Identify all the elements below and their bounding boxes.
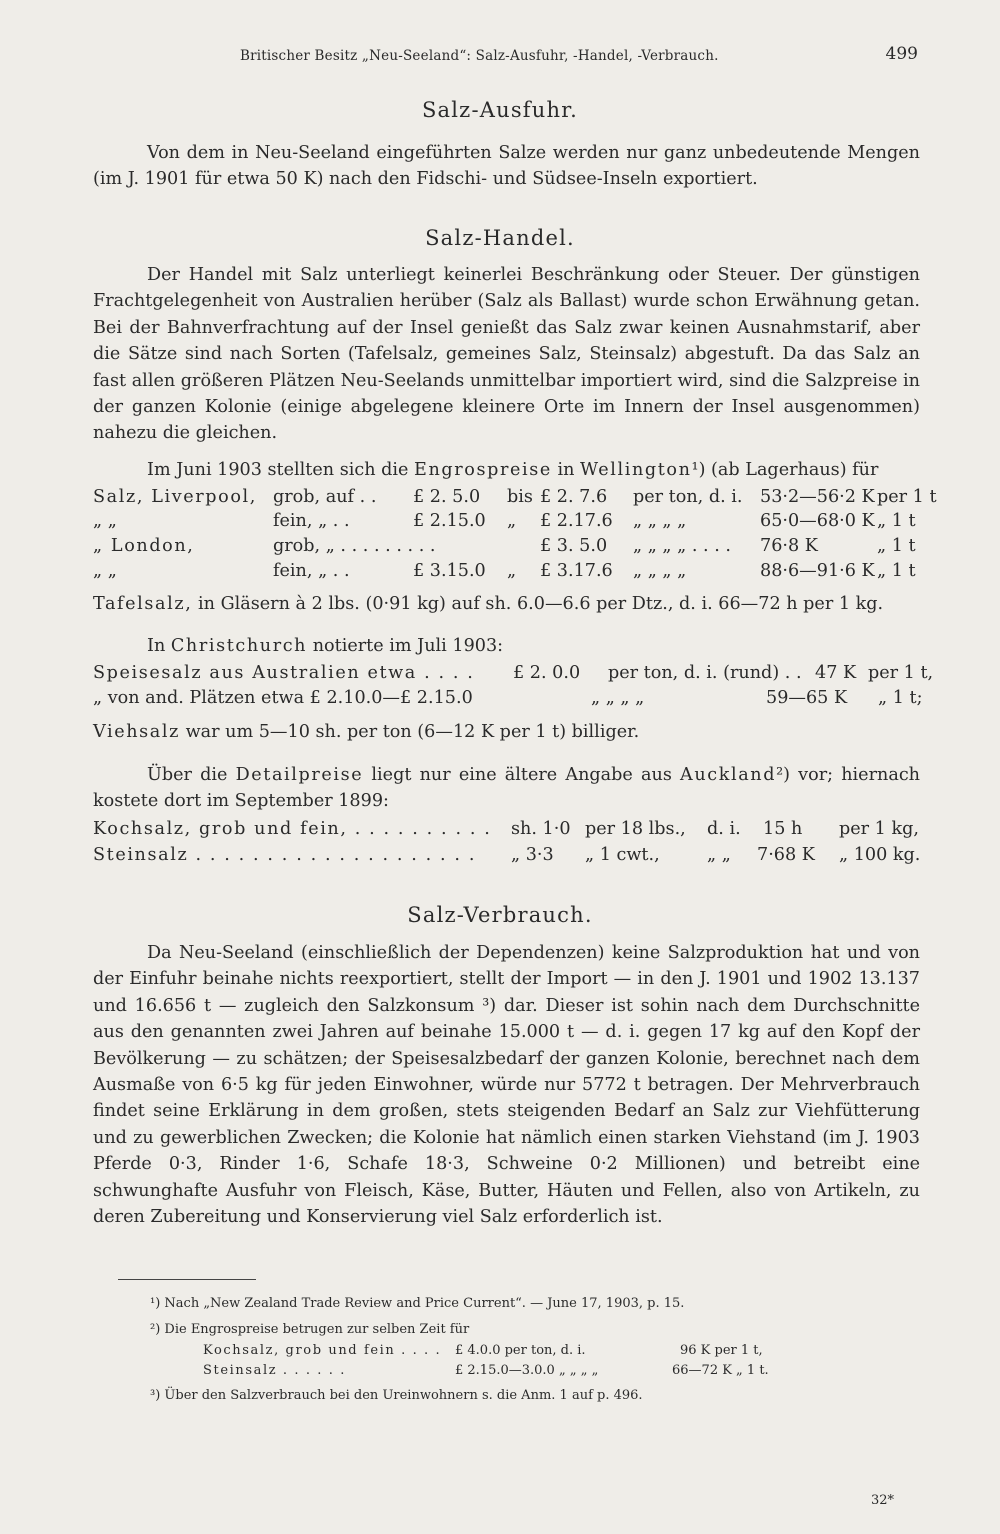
signature-mark: 32*	[870, 1493, 894, 1508]
price-row-liverpool-fein: „ „ fein, „ . . £ 2.15.0 „ £ 2.17.6 „ „ „ „ 65·0—68·0 K „ 1 t	[93, 511, 916, 531]
footnote-2-kochsalz-k: 96 K per 1 t,	[680, 1343, 763, 1358]
christchurch-row-andere: „ von and. Plätzen etwa £ 2.10.0—£ 2.15.0 „ „ „ „ 59—65 K „ 1 t;	[93, 688, 923, 708]
detail-row-steinsalz: Steinsalz . . . . . . . . . . . . . . . . . . . . „ 3·3 „ 1 cwt., „ „ 7·68 K „ 100 kg.	[93, 845, 921, 865]
footnote-2-kochsalz-label: Kochsalz, grob und fein . . . .	[203, 1343, 442, 1358]
christchurch-row-australien: Speisesalz aus Australien etwa . . . . £ 2. 0.0 per ton, d. i. (rund) . . 47 K per 1 t,	[93, 663, 934, 683]
footnote-3: ³) Über den Salzverbrauch bei den Ureinwohnern s. die Anm. 1 auf p. 496.	[150, 1388, 643, 1403]
running-header: Britischer Besitz „Neu-Seeland“: Salz-Ausfuhr, -Handel, -Verbrauch.	[240, 48, 719, 64]
engros-intro: Im Juni 1903 stellten sich die Engrospreise in Wellington¹) (ab Lagerhaus) für	[147, 460, 879, 480]
paragraph-handel: Der Handel mit Salz unterliegt keinerlei Beschränkung oder Steuer. Der günstigen Frachtgelegenheit von Australien herüber (Salz als Ballast) wurde schon Erwähnung getan. Bei der Bahnverfrachtung auf der Insel genießt das Salz zwar keinen Ausnahmstarif, aber die Sätze sind nach Sorten (Tafelsalz, gemeines Salz, Steinsalz) abgestuft. Da das Salz an fast allen größeren Plätzen Neu-Seelands unmittelbar importiert wird, sind die Salzpreise in der ganzen Kolonie (einige abgelegene kleinere Orte im Innern der Insel ausgenommen) nahezu die gleichen.	[93, 265, 920, 444]
price-row-london-grob: „ London, grob, „ . . . . . . . . . £ 3. 5.0 „ „ „ „ . . . . 76·8 K „ 1 t	[93, 536, 916, 556]
heading-salz-handel: Salz-Handel.	[425, 226, 575, 250]
footnote-2-steinsalz-k: 66—72 K „ 1 t.	[672, 1363, 769, 1378]
viehsalz-line: Viehsalz war um 5—10 sh. per ton (6—12 K per 1 t) billiger.	[93, 722, 640, 742]
christchurch-intro: In Christchurch notierte im Juli 1903:	[147, 636, 504, 656]
price-row-london-fein: „ „ fein, „ . . £ 3.15.0 „ £ 3.17.6 „ „ „ „ 88·6—91·6 K „ 1 t	[93, 561, 916, 581]
paragraph-ausfuhr: Von dem in Neu-Seeland eingeführten Salze werden nur ganz unbedeutende Mengen (im J. 1901 für etwa 50 K) nach den Fidschi- und Südsee-Inseln exportiert.	[93, 143, 920, 190]
heading-salz-ausfuhr: Salz-Ausfuhr.	[421, 98, 579, 122]
tafelsalz-line: Tafelsalz, in Gläsern à 2 lbs. (0·91 kg) auf sh. 6.0—6.6 per Dtz., d. i. 66—72 h per 1 kg.	[93, 594, 884, 614]
footnote-2-kochsalz-price: £ 4.0.0 per ton, d. i.	[455, 1343, 586, 1358]
footnote-2: ²) Die Engrospreise betrugen zur selben Zeit für	[150, 1322, 470, 1337]
detail-row-kochsalz: Kochsalz, grob und fein, . . . . . . . . . . sh. 1·0 per 18 lbs., d. i. 15 h per 1 kg,	[93, 819, 919, 839]
footnote-rule	[118, 1279, 256, 1280]
price-row-liverpool-grob: Salz, Liverpool, grob, auf . . £ 2. 5.0 bis £ 2. 7.6 per ton, d. i. 53·2—56·2 K per 1 t	[93, 487, 937, 507]
detail-intro: Über die Detailpreise liegt nur eine ältere Angabe aus Auckland²) vor; hiernach kostete dort im September 1899:	[93, 765, 921, 812]
footnote-2-steinsalz-price: £ 2.15.0—3.0.0 „ „ „ „	[455, 1363, 599, 1378]
heading-salz-verbrauch: Salz-Verbrauch.	[407, 903, 593, 927]
page-number: 499	[885, 44, 918, 64]
footnote-2-steinsalz-label: Steinsalz . . . . . .	[203, 1363, 346, 1378]
footnote-1: ¹) Nach „New Zealand Trade Review and Price Current“. — June 17, 1903, p. 15.	[150, 1296, 685, 1311]
paragraph-verbrauch: Da Neu-Seeland (einschließlich der Dependenzen) keine Salzproduktion hat und von der Einfuhr beinahe nichts reexportiert, stellt der Import — in den J. 1901 und 1902 13.137 und 16.656 t — zugleich den Salzkonsum ³) dar. Dieser ist sohin nach dem Durchschnitte aus den genannten zwei Jahren auf beinahe 15.000 t — d. i. gegen 17 kg auf den Kopf der Bevölkerung — zu schätzen; der Speisesalzbedarf der ganzen Kolonie, berechnet nach dem Ausmaße von 6·5 kg für jeden Einwohner, würde nur 5772 t betragen. Der Mehrverbrauch findet seine Erklärung in dem großen, stets steigenden Bedarf an Salz zur Viehfütterung und zu gewerblichen Zwecken; die Kolonie hat nämlich einen starken Viehstand (im J. 1903 Pferde 0·3, Rinder 1·6, Schafe 18·3, Schweine 0·2 Millionen) und betreibt eine schwunghafte Ausfuhr von Fleisch, Käse, Butter, Häuten und Fellen, also von Artikeln, zu deren Zubereitung und Konservierung viel Salz erforderlich ist.	[93, 943, 920, 1228]
